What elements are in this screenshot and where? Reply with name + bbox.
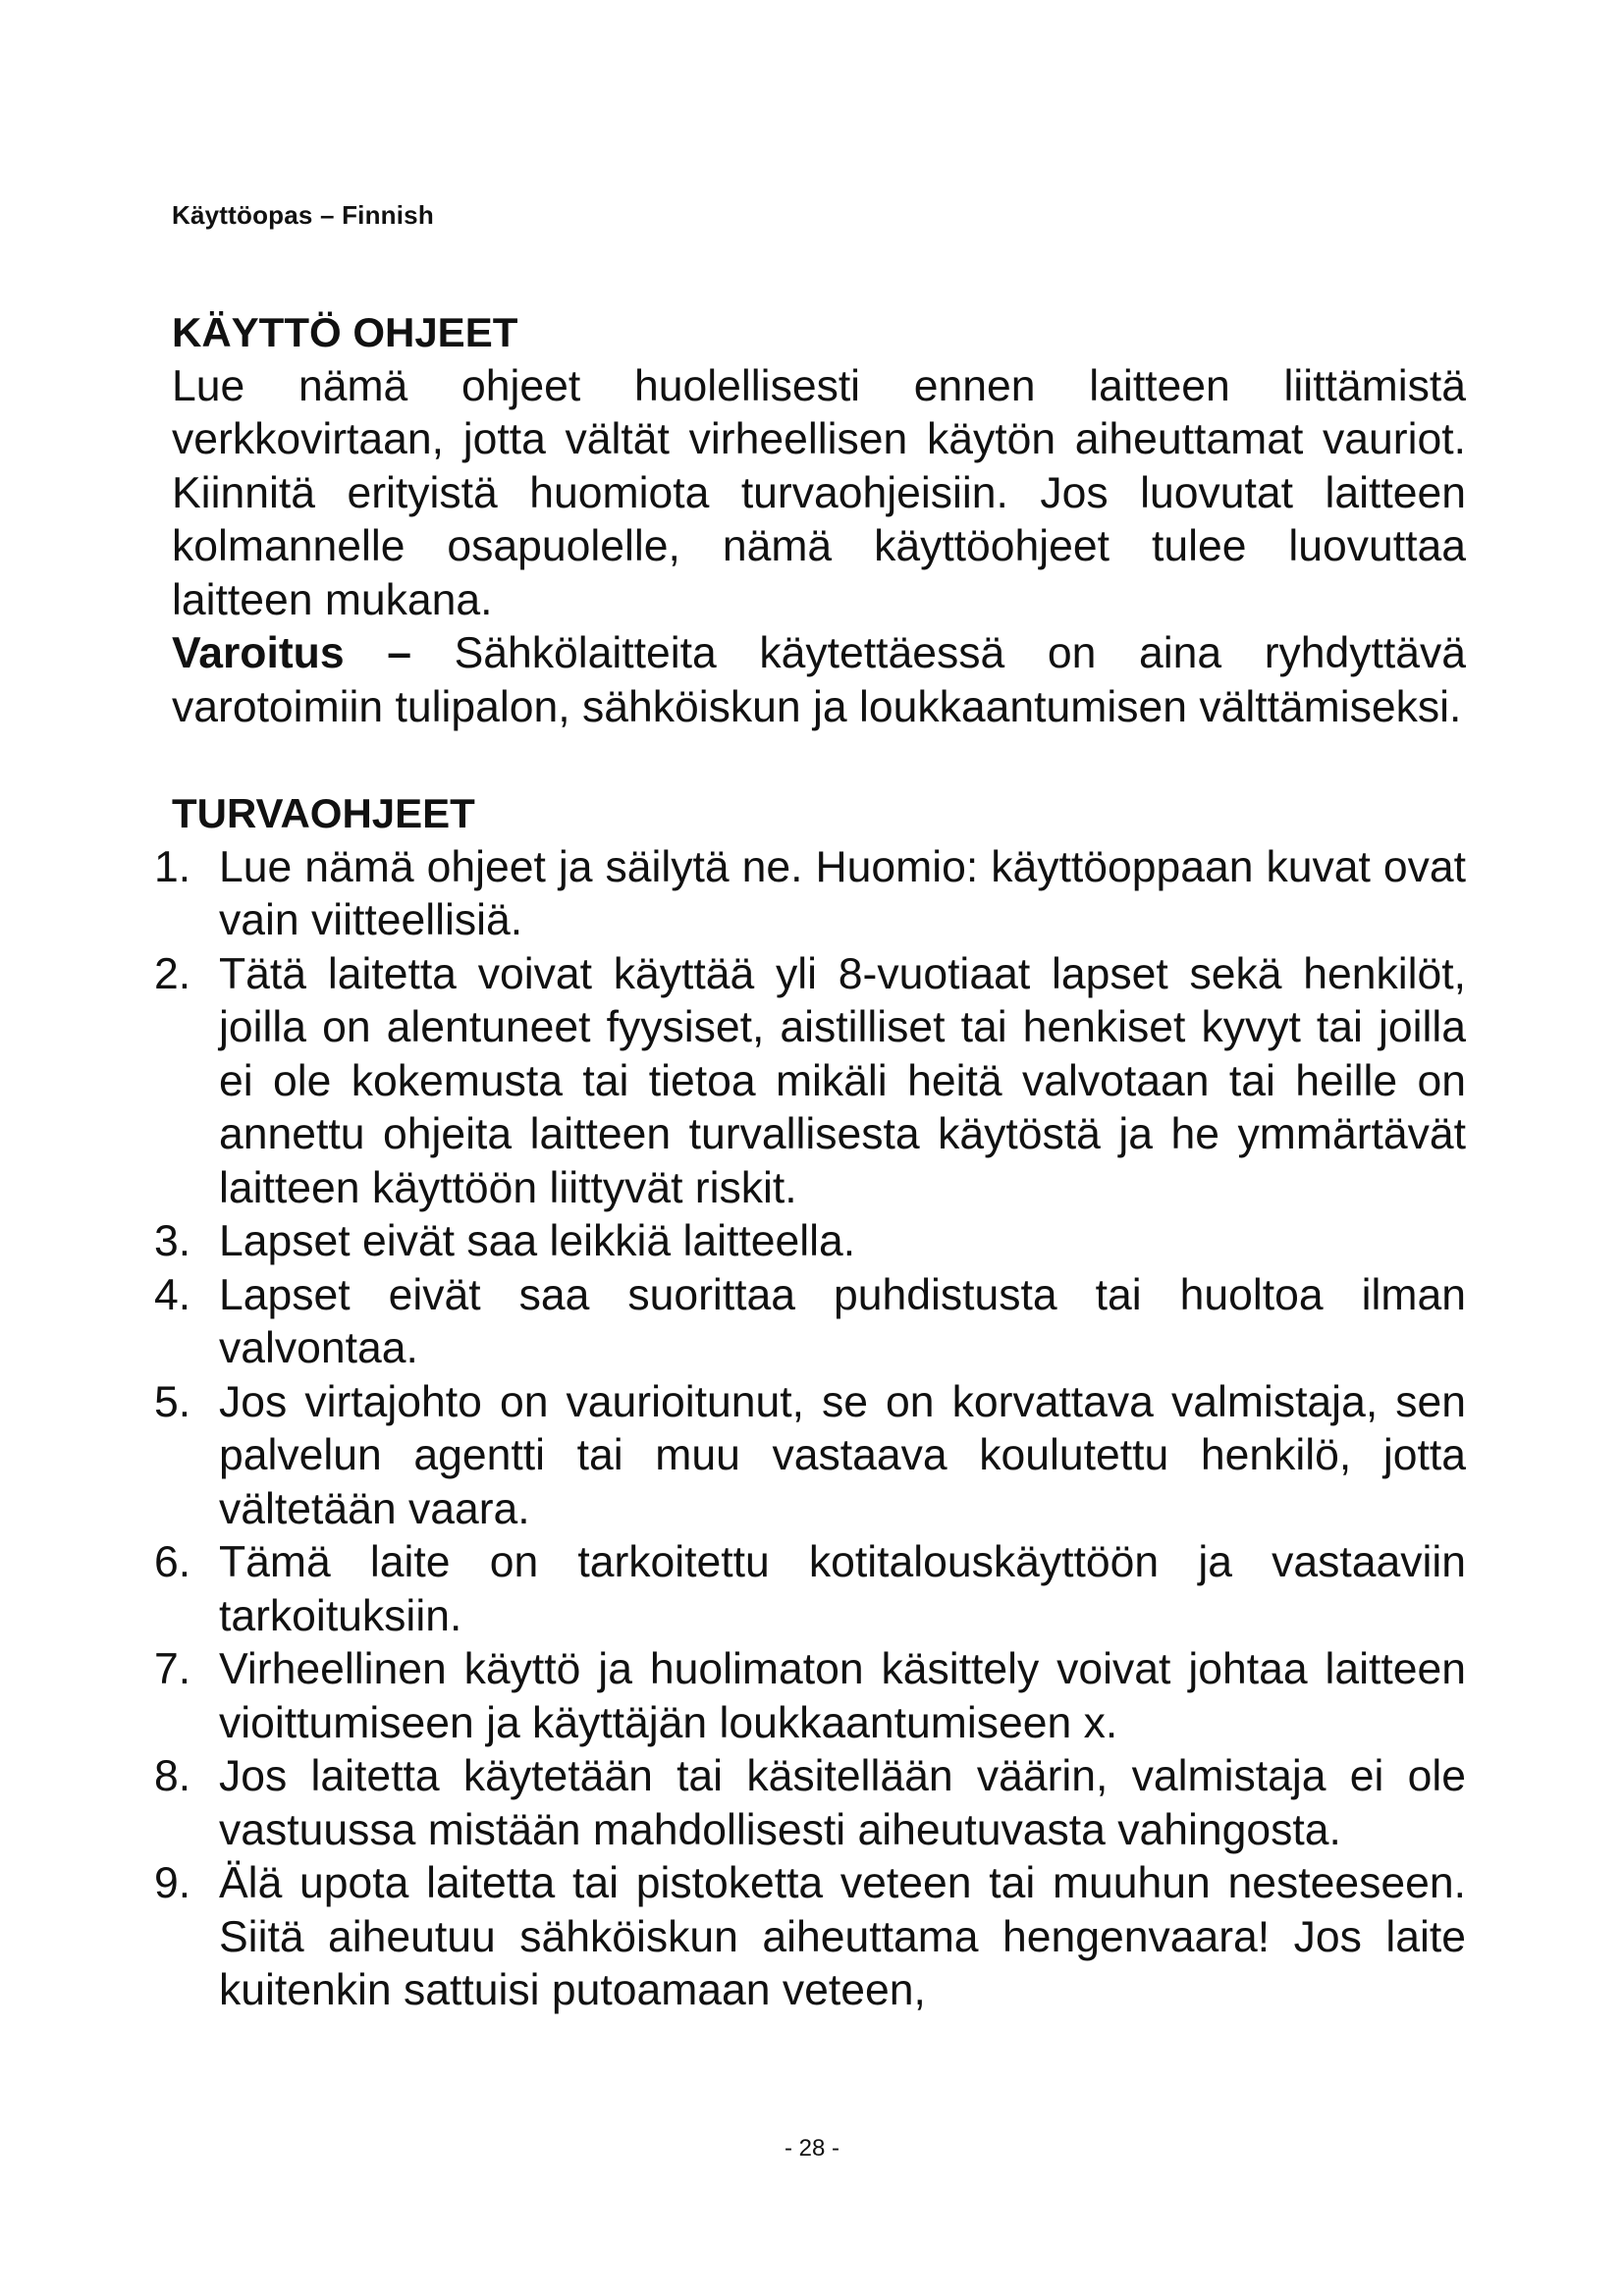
- safety-item: [154, 1376, 1466, 1537]
- safety-item-number: 4.: [154, 1270, 191, 1319]
- safety-item: [154, 1643, 1466, 1750]
- warning-paragraph: [172, 627, 1466, 734]
- safety-list: [154, 841, 1466, 2018]
- safety-item-text: Lapset eivät saa suorittaa puhdistusta tai huoltoa ilman valvontaa.: [219, 1270, 1466, 1372]
- safety-item-number: 8.: [154, 1752, 191, 1800]
- safety-item: [154, 1215, 1466, 1269]
- safety-item-number: 2.: [154, 949, 191, 998]
- warning-label: Varoitus –: [172, 629, 411, 677]
- safety-item-number: 3.: [154, 1217, 191, 1265]
- safety-item-number: 5.: [154, 1377, 191, 1426]
- instructions-intro: Lue nämä ohjeet huolellisesti ennen laitteen liittämistä verkkovirtaan, jotta vältät virheellisen käytön aiheuttamat vauriot. Kiinnitä erityistä huomiota turvaohjeisiin. Jos luovutat laitteen kolmannelle osapuolelle, nämä käyttöohjeet tulee luovuttaa laitteen mukana.: [172, 361, 1466, 624]
- instructions-heading: KÄYTTÖ OHJEET: [172, 309, 518, 355]
- safety-item-text: Lue nämä ohjeet ja säilytä ne. Huomio: käyttöoppaan kuvat ovat vain viitteellisiä.: [219, 842, 1466, 944]
- safety-item-text: Tätä laitetta voivat käyttää yli 8-vuotiaat lapset sekä henkilöt, joilla on alentuneet fyysiset, aistilliset tai henkiset kyvyt tai joilla ei ole kokemusta tai tietoa mikäli heitä valvotaan tai heille on annettu ohjeita laitteen turvallisesta käytöstä ja he ymmärtävät laitteen käyttöön liittyvät riskit.: [219, 949, 1466, 1212]
- safety-heading: TURVAOHJEET: [172, 790, 475, 836]
- warning-text: Sähkölaitteita käytettäessä on aina ryhdyttävä varotoimiin tulipalon, sähköiskun ja loukkaantumisen välttämiseksi.: [172, 629, 1467, 731]
- safety-item: [154, 1857, 1466, 2018]
- page-content: [154, 306, 1467, 2018]
- safety-item: [154, 1750, 1466, 1857]
- section-gap: [172, 734, 1466, 787]
- safety-item-number: 7.: [154, 1645, 191, 1693]
- safety-item-text: Jos virtajohto on vaurioitunut, se on korvattava valmistaja, sen palvelun agentti tai muu vastaava koulutettu henkilö, jotta vältetään vaara.: [219, 1377, 1466, 1533]
- safety-item-text: Lapset eivät saa leikkiä laitteella.: [219, 1217, 856, 1265]
- safety-item: [154, 1269, 1466, 1376]
- safety-item-text: Älä upota laitetta tai pistoketta veteen tai muuhun nesteeseen. Siitä aiheutuu sähköiskun aiheuttama hengenvaara! Jos laite kuitenkin sattuisi putoamaan veteen,: [219, 1859, 1466, 2014]
- safety-item-number: 6.: [154, 1538, 191, 1586]
- safety-item-text: Tämä laite on tarkoitettu kotitalouskäyttöön ja vastaaviin tarkoituksiin.: [219, 1538, 1466, 1640]
- safety-item-number: 1.: [154, 842, 191, 891]
- running-header: Käyttöopas – Finnish: [172, 200, 434, 230]
- safety-item: [154, 841, 1466, 948]
- page-number: - 28 -: [784, 2135, 839, 2162]
- safety-item-text: Virheellinen käyttö ja huolimaton käsittely voivat johtaa laitteen vioittumiseen ja käyttäjän loukkaantumiseen x.: [219, 1645, 1466, 1747]
- safety-item-number: 9.: [154, 1859, 191, 1907]
- safety-item: [154, 948, 1466, 1216]
- safety-item: [154, 1536, 1466, 1643]
- safety-item-text: Jos laitetta käytetään tai käsitellään väärin, valmistaja ei ole vastuussa mistään mahdollisesti aiheutuvasta vahingosta.: [219, 1752, 1466, 1854]
